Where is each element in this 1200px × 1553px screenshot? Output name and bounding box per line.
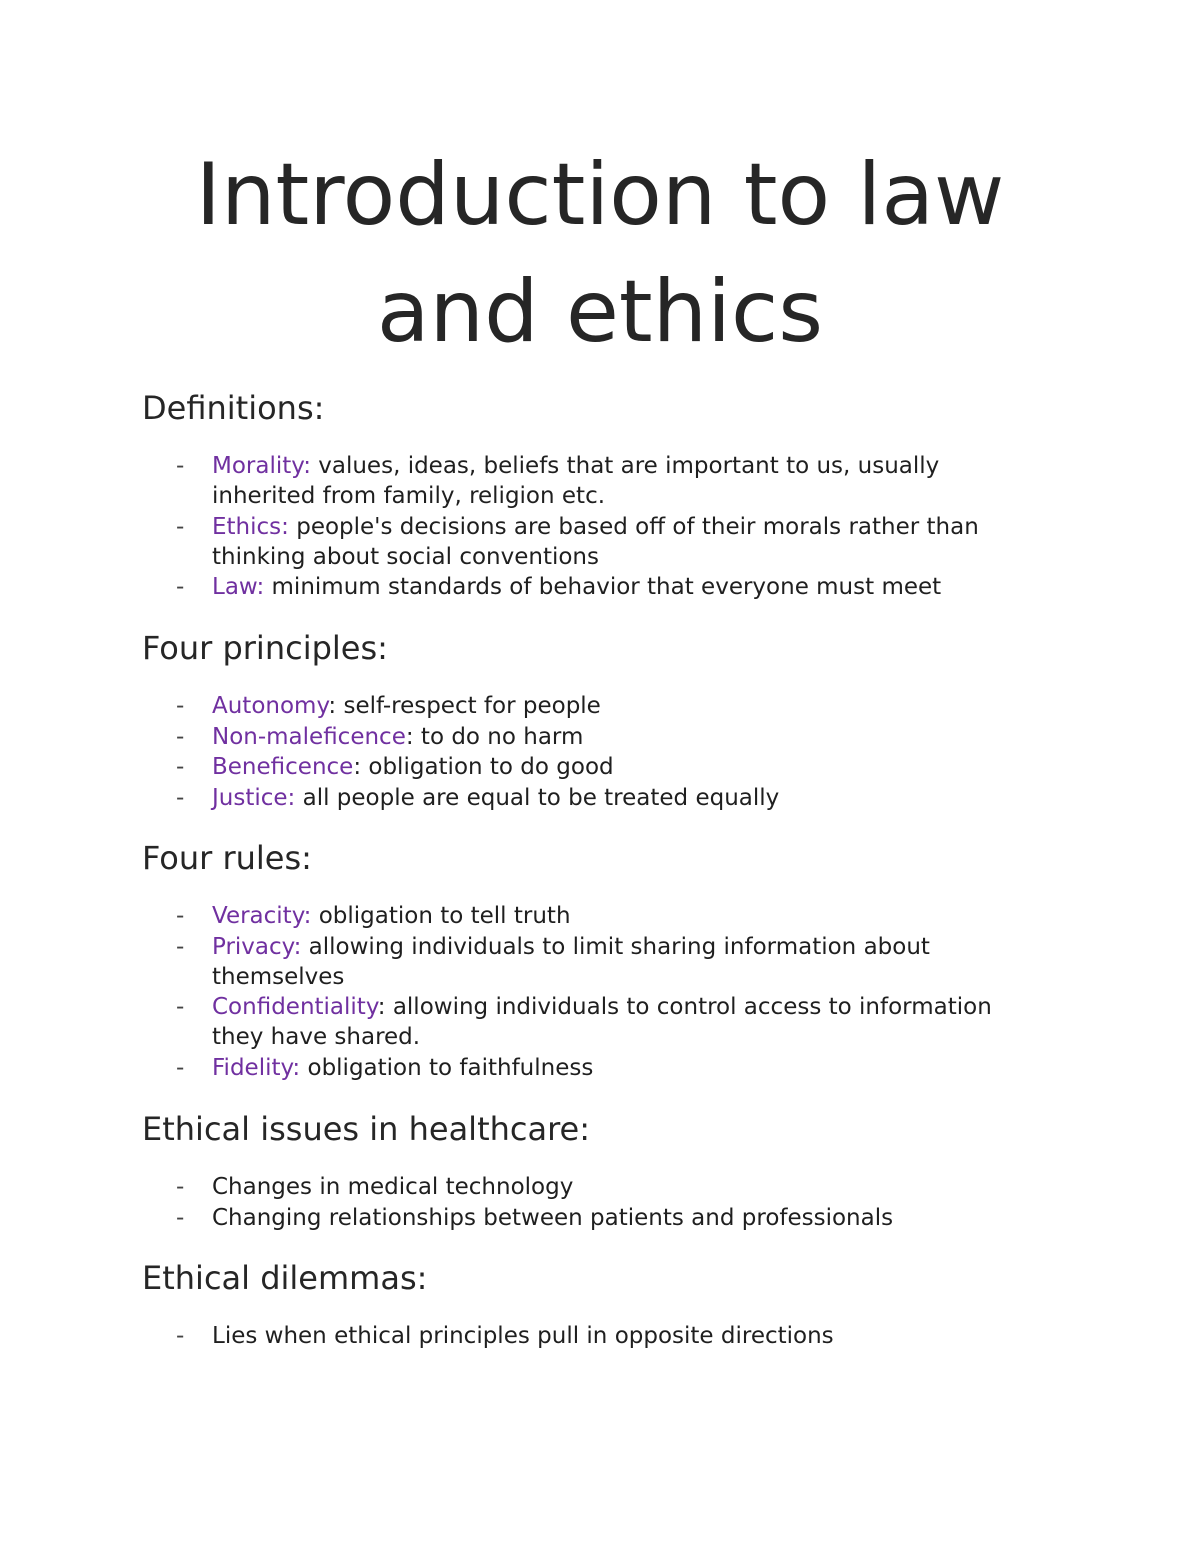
bullet-dash: -: [176, 513, 185, 540]
dilemmas-list: [142, 1321, 1042, 1352]
item-text: minimum standards of behavior that everyone must meet: [264, 574, 942, 601]
section-four-rules: [142, 838, 1042, 1081]
term-label: Beneficence: [212, 754, 354, 781]
list-item: [142, 932, 1042, 992]
list-item: [142, 1321, 1042, 1351]
list-item: [142, 992, 1042, 1052]
term-label: Autonomy: [212, 693, 329, 719]
term-label: Justice:: [212, 784, 296, 811]
rules-list: [142, 901, 1042, 1083]
section-heading: Four principles:: [142, 629, 388, 667]
term-label: Veracity:: [212, 903, 312, 929]
bullet-dash: -: [176, 574, 185, 601]
section-heading: Ethical dilemmas:: [142, 1259, 428, 1297]
item-text: : allowing individuals to control access to information: [377, 994, 992, 1021]
item-text: all people are equal to be treated equally: [295, 784, 780, 811]
section-ethical-dilemmas: [142, 1258, 1042, 1349]
term-label: Confidentiality: [212, 994, 378, 1021]
item-text: people's decisions are based off of their morals rather than: [288, 513, 979, 540]
list-item: [142, 752, 1042, 782]
principles-list: [142, 691, 1042, 813]
list-item: [142, 1053, 1042, 1083]
bullet-dash: -: [176, 1054, 185, 1081]
section-heading: Definitions:: [142, 389, 325, 427]
list-item: [142, 691, 1042, 721]
list-item: [142, 722, 1042, 752]
list-item: [142, 783, 1042, 813]
item-text-continued: inherited from family, religion etc.: [212, 483, 606, 509]
term-label: Law:: [212, 574, 265, 601]
item-text: Changing relationships between patients and professionals: [212, 1204, 894, 1231]
bullet-dash: -: [176, 1323, 185, 1349]
list-item: [142, 901, 1042, 931]
item-text: obligation to tell truth: [311, 903, 571, 929]
bullet-dash: -: [176, 994, 185, 1021]
item-text: allowing individuals to limit sharing information about: [301, 933, 930, 960]
list-item: [142, 1203, 1042, 1233]
term-label: Non-maleficence: [212, 723, 406, 750]
document-title-line-1: Introduction to law: [195, 145, 1005, 245]
item-text: : self-respect for people: [328, 693, 601, 719]
list-item: [142, 451, 1042, 511]
item-text-continued: thinking about social conventions: [212, 543, 599, 570]
bullet-dash: -: [176, 784, 185, 811]
bullet-dash: -: [176, 1204, 185, 1231]
list-item: [142, 1172, 1042, 1202]
item-text: : obligation to do good: [353, 754, 614, 781]
bullet-dash: -: [176, 693, 185, 719]
bullet-dash: -: [176, 754, 185, 781]
item-text-continued: themselves: [212, 963, 345, 990]
bullet-dash: -: [176, 933, 185, 960]
term-label: Fidelity:: [212, 1054, 301, 1081]
section-four-principles: [142, 628, 1042, 811]
issues-list: [142, 1172, 1042, 1233]
term-label: Privacy:: [212, 933, 302, 960]
item-text: Changes in medical technology: [212, 1174, 574, 1200]
section-ethical-issues: [142, 1109, 1042, 1231]
document-title-line-2: and ethics: [376, 262, 824, 362]
item-text: Lies when ethical principles pull in opposite directions: [212, 1323, 834, 1349]
list-item: [142, 572, 1042, 602]
bullet-dash: -: [176, 453, 185, 479]
section-heading: Ethical issues in healthcare:: [142, 1110, 591, 1148]
bullet-dash: -: [176, 903, 185, 929]
definitions-list: [142, 451, 1042, 603]
section-definitions: [142, 388, 1042, 601]
item-text: : to do no harm: [405, 723, 584, 750]
list-item: [142, 512, 1042, 572]
item-text: values, ideas, beliefs that are important to us, usually: [310, 453, 940, 479]
term-label: Ethics:: [212, 513, 289, 540]
bullet-dash: -: [176, 723, 185, 750]
section-heading: Four rules:: [142, 839, 312, 877]
item-text: obligation to faithfulness: [300, 1054, 594, 1081]
item-text-continued: they have shared.: [212, 1024, 421, 1051]
bullet-dash: -: [176, 1174, 185, 1200]
term-label: Morality:: [212, 453, 311, 479]
